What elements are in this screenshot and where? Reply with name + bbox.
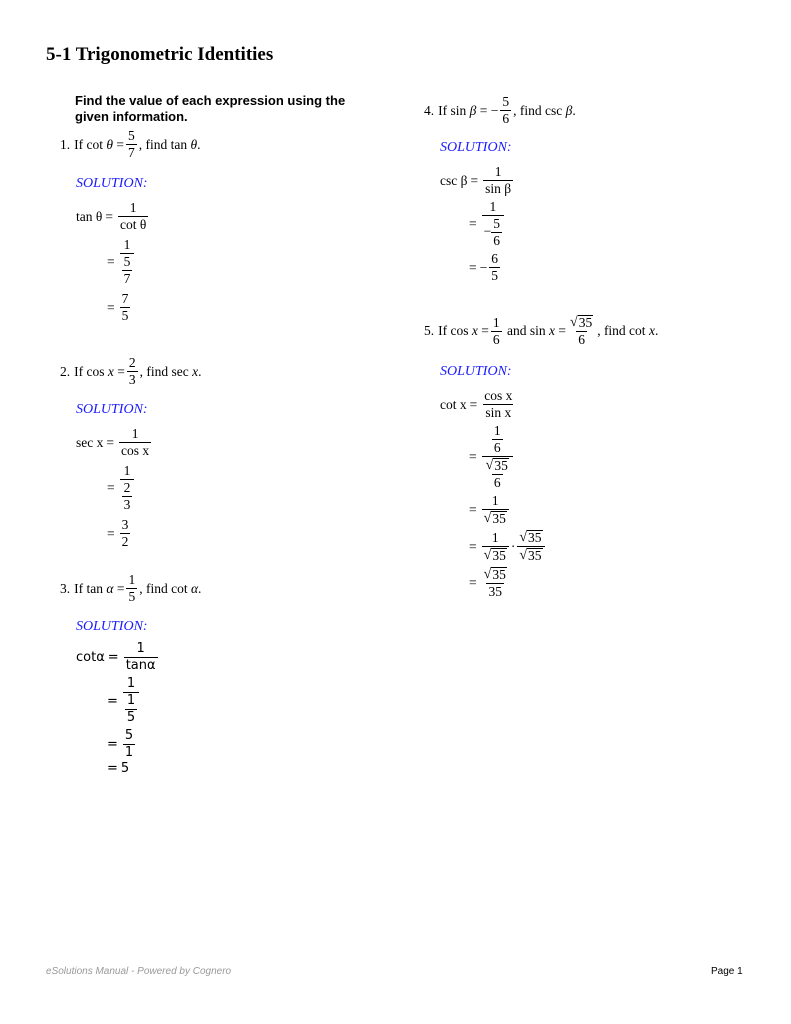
numerator: 5: [128, 128, 135, 143]
page-number: Page 1: [711, 966, 743, 977]
minus-sign: −: [483, 223, 492, 239]
work-fraction: [489, 251, 500, 284]
equals: =: [116, 580, 125, 596]
numerator: 1: [126, 676, 136, 691]
equals: =: [558, 323, 566, 338]
problem-number: 1.: [60, 136, 71, 152]
work-step: = $\frac{3}{2}$: [107, 517, 129, 549]
solution-5-work: [440, 388, 547, 600]
given-fraction: [500, 94, 511, 127]
problem-number: 4.: [424, 102, 435, 118]
problem-5: [424, 314, 658, 348]
numerator: 1: [492, 314, 500, 330]
work-step: cot x = $\frac{\text{cos x}}{\text{sin x}}$: [440, 388, 513, 420]
problem-variable: θ: [106, 136, 113, 152]
problem-task-variable: θ: [190, 136, 198, 152]
work-step: = 1 − $\frac{5}{6}$: [466, 199, 515, 249]
work-step: = $\frac{1}{6}$ √ 35 6: [466, 423, 547, 491]
work-fraction: [120, 517, 131, 550]
numerator: 2: [128, 355, 136, 370]
radicand: 35: [492, 511, 506, 526]
page-title: 5-1 Trigonometric Identities: [46, 44, 274, 65]
period: .: [197, 136, 201, 152]
period: .: [198, 580, 202, 596]
work-fraction: [517, 529, 544, 564]
work-fraction: [482, 199, 504, 249]
denominator: [120, 253, 135, 287]
numerator: 5: [123, 254, 131, 269]
solution-label: SOLUTION:: [76, 176, 148, 191]
work-step: = 1 √ 35 · √ 35 √ 35: [466, 529, 547, 564]
work-lhs: csc β: [440, 172, 468, 188]
period: .: [654, 323, 659, 338]
numerator: 1: [131, 426, 139, 441]
period: .: [198, 363, 202, 379]
numerator: 5: [493, 216, 500, 231]
period: .: [572, 102, 576, 118]
denominator: 2: [121, 534, 129, 549]
numerator: √ 35: [483, 567, 506, 582]
radicand: 35: [528, 548, 542, 563]
denominator: [120, 479, 135, 513]
denominator: [482, 456, 513, 491]
problem-task: , find cot: [139, 580, 188, 596]
problem-task: , find sec: [139, 363, 189, 379]
work-fraction: [120, 237, 135, 287]
work-fraction: [120, 463, 135, 513]
denominator: 3: [128, 372, 136, 387]
work-lhs: tan θ: [76, 208, 103, 224]
denominator: 6: [492, 331, 500, 347]
problem-text: If sin: [438, 102, 467, 118]
numerator: 1: [494, 164, 502, 179]
denominator: 7: [123, 271, 131, 286]
radicand: 35: [494, 458, 508, 473]
numerator: 1: [489, 199, 497, 214]
work-step: = 1 √ 35: [466, 493, 547, 527]
problem-text: If tan: [74, 580, 103, 596]
numerator: [490, 423, 505, 456]
denominator: 6: [493, 233, 500, 248]
denominator: 6: [493, 440, 501, 455]
work-step: cotα = $\frac{1}{\tan\alpha}$: [76, 641, 156, 673]
work-step: sec x = $\frac{1}{\text{cos x}}$: [76, 426, 150, 458]
numerator: 1: [129, 200, 137, 215]
denominator: 6: [502, 111, 510, 126]
problem-text-mid: and sin: [507, 323, 546, 338]
problem-variable: x: [107, 363, 114, 379]
problem-1: [60, 128, 201, 161]
work-lhs: sec x: [76, 434, 104, 450]
work-step: = 5: [107, 761, 130, 776]
denominator: √ 35: [517, 546, 544, 564]
multiply-dot: ·: [510, 538, 516, 554]
denominator: 5: [491, 268, 498, 283]
denominator: tanα: [125, 658, 156, 673]
denominator: sin β: [485, 181, 512, 196]
problem-variable: β: [469, 102, 477, 118]
work-fraction: [482, 566, 509, 600]
denominator: 35: [488, 584, 502, 599]
solution-label: SOLUTION:: [76, 402, 148, 417]
solution-label: SOLUTION:: [76, 619, 148, 634]
work-fraction: [482, 530, 509, 564]
denominator: cos x: [121, 443, 150, 458]
radicand: 35: [528, 530, 542, 545]
numerator: 1: [123, 463, 131, 478]
problem-task: , find cot: [597, 323, 646, 338]
radicand: 35: [492, 547, 506, 563]
footer-credit: eSolutions Manual - Powered by Cognero: [46, 966, 232, 977]
denominator: 6: [493, 475, 501, 490]
minus-sign: −: [479, 259, 488, 275]
problem-number: 3.: [60, 580, 71, 596]
work-step: = $\frac{7}{5}$: [107, 291, 129, 323]
denominator: 5: [126, 710, 136, 725]
problem-2: [60, 355, 201, 388]
problem-text: If cos: [74, 363, 105, 379]
denominator: 1: [124, 745, 134, 760]
work-step: csc β = $\frac{1}{\text{sin β}}$: [440, 164, 512, 196]
denominator: √ 35: [482, 509, 509, 527]
work-step: = $\frac{1}{\frac{5}{7}}$: [104, 237, 150, 287]
work-step: = √ 35 35: [466, 566, 547, 600]
numerator: 1: [493, 423, 501, 438]
problem-task: , find tan: [138, 136, 188, 152]
solution-label: SOLUTION:: [440, 364, 512, 379]
equals: =: [481, 323, 489, 338]
radicand: 35: [492, 567, 506, 582]
numerator: 1: [491, 529, 499, 545]
problem-number: 5.: [424, 323, 435, 338]
solution-1-work: [76, 200, 150, 324]
work-fraction: [482, 493, 509, 527]
work-fraction: [123, 676, 139, 726]
given-fraction: [491, 315, 502, 348]
work-fraction: [482, 423, 513, 491]
numerator: 5: [502, 94, 510, 109]
work-fraction: [124, 641, 158, 674]
numerator: 1: [128, 572, 136, 587]
denominator: sin x: [485, 405, 512, 420]
equals: =: [116, 136, 124, 152]
work-fraction: [118, 200, 148, 233]
equals: =: [117, 363, 125, 379]
problem-text: If cos: [438, 323, 469, 338]
problem-3: [60, 572, 201, 605]
problem-task-variable: x: [192, 363, 199, 379]
numerator: 6: [491, 251, 498, 266]
numerator: 1: [136, 641, 145, 656]
problem-task-variable: x: [648, 323, 655, 338]
solution-label: SOLUTION:: [440, 140, 512, 155]
radicand: 35: [578, 315, 593, 330]
denominator: 7: [128, 145, 135, 160]
work-result: 5: [120, 761, 130, 776]
given-fraction: [127, 355, 138, 388]
problem-4: [424, 94, 576, 127]
given-fraction: [126, 128, 137, 161]
work-fraction: [120, 291, 131, 324]
given-fraction: [126, 572, 137, 605]
denominator: 5: [128, 589, 136, 604]
work-fraction: [483, 164, 513, 197]
numerator: 1: [126, 693, 136, 708]
work-step: tan θ = $\frac{1}{\text{cot θ}}$: [76, 200, 147, 232]
work-fraction: [482, 388, 514, 421]
numerator: 2: [123, 480, 131, 495]
minus-sign: −: [490, 102, 499, 118]
numerator: 1: [123, 237, 131, 252]
numerator: √ 35: [570, 315, 593, 330]
work-lhs: cot x: [440, 396, 467, 412]
problem-variable-2: x: [549, 323, 555, 338]
problem-variable: α: [106, 580, 114, 596]
given-fraction-2: [568, 314, 595, 348]
denominator: 3: [123, 497, 131, 512]
problem-task: , find csc: [513, 102, 563, 118]
instructions: Find the value of each expression using the given information.: [75, 93, 346, 124]
work-fraction: [119, 426, 151, 459]
denominator: [123, 692, 139, 726]
denominator: √ 35: [482, 546, 509, 564]
solution-3-work: [76, 641, 160, 776]
work-step: = − $\frac{6}{5}$: [469, 251, 498, 283]
equals: =: [479, 102, 488, 118]
denominator: 6: [578, 332, 585, 347]
numerator: √ 35: [485, 458, 508, 473]
problem-task-variable: β: [565, 102, 573, 118]
solution-2-work: [76, 426, 153, 550]
work-lhs: cotα: [76, 650, 105, 665]
numerator: √ 35: [519, 530, 542, 545]
denominator: cot θ: [119, 217, 147, 232]
problem-text: If cot: [74, 136, 103, 152]
problem-number: 2.: [60, 363, 71, 379]
numerator: 1: [491, 493, 499, 508]
work-step: = $\frac{5}{1}$: [107, 728, 134, 760]
problem-variable: x: [471, 323, 478, 338]
solution-4-work: [440, 164, 515, 284]
work-step: = $\frac{1}{\frac{1}{5}}$: [104, 676, 160, 726]
denominator: 5: [121, 308, 129, 323]
denominator: [482, 215, 504, 249]
work-step: = $\frac{1}{\frac{2}{3}}$: [104, 463, 153, 513]
work-fraction: [123, 728, 135, 761]
numerator: 3: [121, 517, 129, 532]
numerator: 7: [121, 291, 129, 306]
numerator: 5: [124, 728, 134, 743]
problem-task-variable: α: [190, 580, 199, 596]
numerator: cos x: [484, 388, 513, 403]
